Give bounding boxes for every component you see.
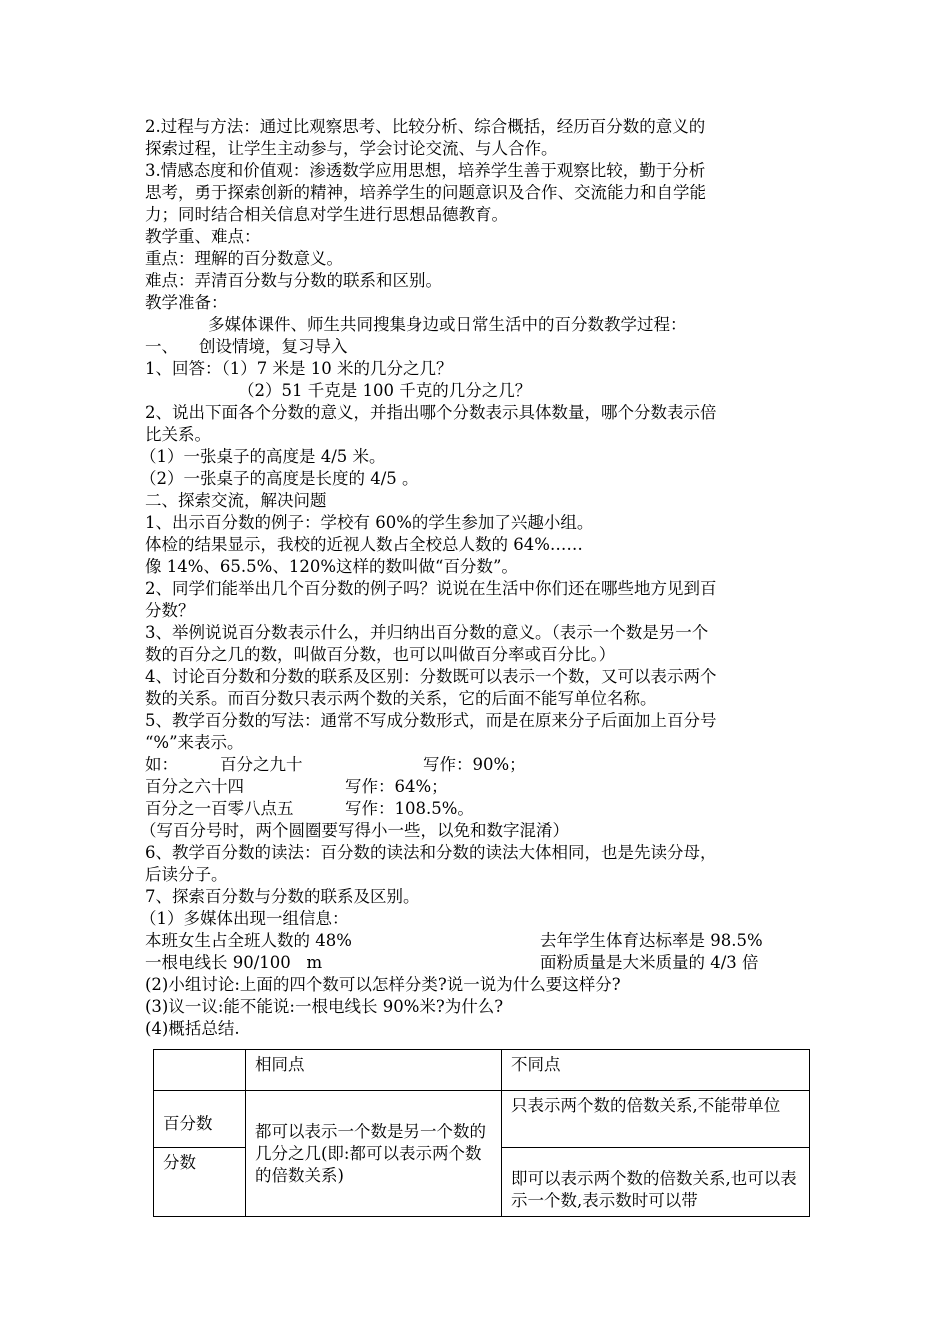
text-line: “%”来表示。 [145, 733, 244, 752]
text-line: (4)概括总结. [145, 1019, 240, 1038]
text-line: 数的百分之几的数，叫做百分数，也可以叫做百分率或百分比。） [145, 645, 616, 664]
text-line: 多媒体课件、师生共同搜集身边或日常生活中的百分数教学过程： [208, 315, 687, 334]
text-line: 2、说出下面各个分数的意义，并指出哪个分数表示具体数量，哪个分数表示倍 [145, 403, 717, 422]
text-line: 1、回答：（1）7 米是 10 米的几分之几？ [145, 359, 453, 378]
text-line: 6、教学百分数的读法：百分数的读法和分数的读法大体相同，也是先读分母， [145, 843, 717, 862]
text-line: 3.情感态度和价值观：渗透数学应用思想，培养学生善于观察比较，勤于分析 [145, 161, 706, 180]
table-header-diff: 不同点 [502, 1050, 810, 1091]
table-cell-same: 都可以表示一个数是另一个数的几分之几(即:都可以表示两个数的倍数关系) [246, 1091, 502, 1217]
example-reading: 百分之九十 [220, 755, 303, 774]
table-cell-empty [154, 1050, 246, 1091]
comparison-table [153, 1049, 810, 1217]
text-line: 探索过程，让学生主动参与，学会讨论交流、与人合作。 [145, 139, 558, 158]
text-line: 数的关系。而百分数只表示两个数的关系，它的后面不能写单位名称。 [145, 689, 657, 708]
text-line: 难点：弄清百分数与分数的联系和区别。 [145, 271, 442, 290]
section-heading: 教学重、难点： [145, 227, 261, 246]
info-item: 面粉质量是大米质量的 4/3 倍 [540, 953, 759, 972]
example-reading: 百分之六十四 [145, 777, 244, 796]
text-line: 3、举例说说百分数表示什么，并归纳出百分数的意义。（表示一个数是另一个 [145, 623, 709, 642]
example-label: 如： [145, 755, 178, 774]
text-line: 2.过程与方法：通过比观察思考、比较分析、综合概括，经历百分数的意义的 [145, 117, 706, 136]
example-written: 写作：90%； [423, 755, 526, 774]
text-line: 思考，勇于探索创新的精神，培养学生的问题意识及合作、交流能力和自学能 [145, 183, 706, 202]
text-line: 力；同时结合相关信息对学生进行思想品德教育。 [145, 205, 508, 224]
text-line: 体检的结果显示，我校的近视人数占全校总人数的 64%…… [145, 535, 583, 554]
section-heading: 二、探索交流，解决问题 [145, 491, 327, 510]
text-line: 7、探索百分数与分数的联系及区别。 [145, 887, 420, 906]
info-item: 去年学生体育达标率是 98.5% [540, 931, 763, 950]
example-written: 写作：64%； [345, 777, 448, 796]
section-heading: 教学准备： [145, 293, 228, 312]
text-line: （2）一张桌子的高度是长度的 4/5 。 [140, 469, 419, 488]
info-item: 本班女生占全班人数的 48% [145, 931, 352, 950]
section-heading: 一、 创设情境，复习导入 [145, 337, 348, 356]
text-line: （1）多媒体出现一组信息： [140, 909, 349, 928]
text-line: 分数？ [145, 601, 195, 620]
text-line: （1）一张桌子的高度是 4/5 米。 [140, 447, 386, 466]
text-line: 比关系。 [145, 425, 211, 444]
table-row [154, 1091, 810, 1148]
text-line: 重点：理解的百分数意义。 [145, 249, 343, 268]
text-line: 5、教学百分数的写法：通常不写成分数形式，而是在原来分子后面加上百分号 [145, 711, 717, 730]
example-reading: 百分之一百零八点五 [145, 799, 294, 818]
info-item: 一根电线长 90/100 m [145, 953, 323, 972]
row-label-percent: 百分数 [154, 1091, 246, 1148]
text-line: 后读分子。 [145, 865, 228, 884]
example-written: 写作：108.5%。 [345, 799, 474, 818]
row-label-fraction: 分数 [154, 1148, 246, 1217]
text-line: （2）51 千克是 100 千克的几分之几？ [238, 381, 532, 400]
text-line: （写百分号时，两个圆圈要写得小一些，以免和数字混淆） [140, 821, 569, 840]
table-header-row [154, 1050, 810, 1091]
text-line: 像 14%、65.5%、120%这样的数叫做“百分数”。 [145, 557, 518, 576]
text-line: 2、同学们能举出几个百分数的例子吗？说说在生活中你们还在哪些地方见到百 [145, 579, 717, 598]
table-cell-diff: 即可以表示两个数的倍数关系,也可以表示一个数,表示数时可以带 [502, 1148, 810, 1217]
table-header-same: 相同点 [246, 1050, 502, 1091]
text-line: 4、讨论百分数和分数的联系及区别：分数既可以表示一个数，又可以表示两个 [145, 667, 717, 686]
text-line: (3)议一议:能不能说:一根电线长 90%米?为什么? [145, 997, 504, 1016]
text-line: 1、出示百分数的例子：学校有 60%的学生参加了兴趣小组。 [145, 513, 594, 532]
table-cell-diff: 只表示两个数的倍数关系,不能带单位 [502, 1091, 810, 1148]
text-line: (2)小组讨论:上面的四个数可以怎样分类?说一说为什么要这样分? [145, 975, 621, 994]
